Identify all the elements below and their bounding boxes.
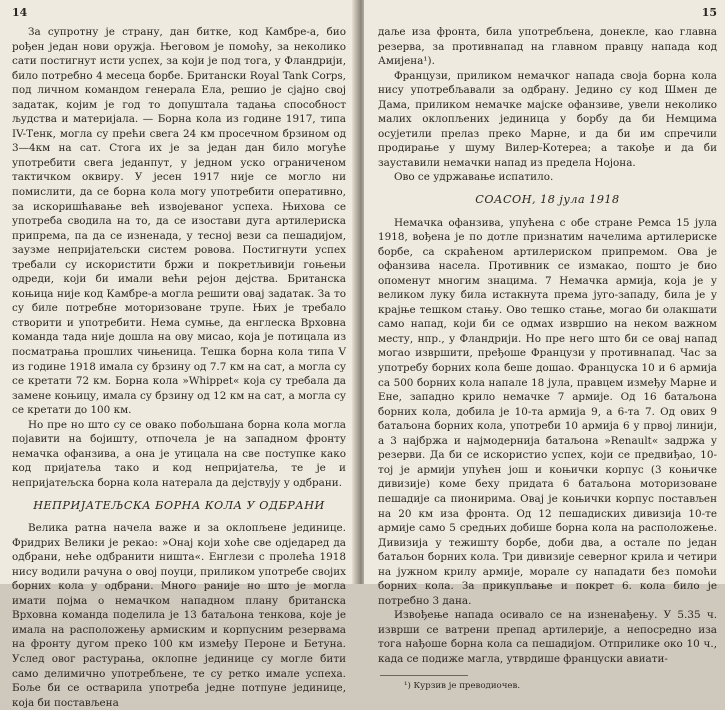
footnote-rule	[380, 675, 468, 676]
section-heading: СОАСОН, 18 јула 1918	[475, 193, 620, 207]
paragraph: даље иза фронта, била употребљена, донекле, као главна резерва, за противнапад на главном правцу напада код Амијена¹).	[378, 26, 717, 68]
paragraph: Извођење напада осивало се на изненађењу. У 5.35 ч. изврши се ватрени препад артилерије, а непосредно иза тога нађоше борна кола са пешадијом. Отприлике око 10 ч., када се подиже магла, утврдише француски авиати-	[378, 609, 717, 665]
body-text	[12, 25, 346, 710]
page-number: 14	[12, 6, 28, 19]
paragraph: Велика ратна начела важе и за оклопљене јединице. Фридрих Велики је рекао: »Онај који хоће све одједаред да одбрани, неће одбранити ништа«. Енглези с пролећа 1918 нису водили рачуна о овој поуци, приликом употребе својих борних кола у одбрани. Много раније но што је могла имати појма о немачком нападном плану британска Врховна команда поделила је 13 батаљона тенкова, које је имала на расположењу армиским и корпусним резервама на фронту дугом преко 100 км између Пероне и Бетуна. Услед овог растурања, оклопне јединице су могле бити само делимично употребљене, те су ретко имале успеха. Боље би се остварила употреба једне потпуне јединице, која би постављена	[12, 522, 346, 709]
paragraph: Но пре но што су се овако побољшана борна кола могла појавити на бојишту, отпочела је на западном фронту немачка офанзива, а она је утицала на све поступке како код пријатеља тако и код непријатеља, те је и непријатељска борна кола натерала да дејствују у одбрани.	[12, 418, 346, 489]
right-page	[364, 0, 725, 691]
paragraph: Французи, приликом немачког напада своја борна кола нису употребљавали за одбрану. Једино су код Шмен де Дама, приликом немачке мајске офанзиве, увели неколико малих оклопљених јединица у борбу да би Немцима осујетили прелаз преко Марне, и да би им спречили продирање у шуму Вилер-Котереа; а такође и да би зауставили немачки напад из предела Нојона.	[378, 69, 717, 169]
paragraph: Ово се удржавање испатило.	[394, 171, 554, 184]
left-page	[0, 0, 356, 709]
paragraph: За супротну је страну, дан битке, код Камбре-а, био pођен један нови оружја. Његовом је помоћу, за неколико сати постигнут исти успех, за који је под тога, у Фландрији, било потребно 4 месеца борбе. Британски Royal Tank Corps, под личном командом генерала Ела, решио је сјајно свој задатак, којим је год то допуштала тадања способност људства и материјала. — Борна кола из године 1917, типа IV-Тенк, могла су прећи свега 24 км просечном брзином од 3—4км на сат. Стога их је за један дан било могуће употребити свега једанпут, у једном уско ограниченом тактичком оквиру. У јесен 1917 није се могло ни помислити, да се борна кола могу употребити оперативно, за искоришћавање већ извојеваног успеха. Њихова се употреба сводила на то, да се изостави дуга артилериска припрема, па да се изненада, у тесној вези са пешадијом, заузме непријатељски систем ровова. Постигнути успех требали су искористити бржи и покретљивији гоњењи одреди, који би имали већи рејон дејства. Британска коњица није код Камбре-а могла решити овај задатак. За то су биле потребне моторизоване трупе. Њих је требало створити и употребити. Нема сумње, да енглеска Врховна команда тада није дошла на ову мисао, која је потицала из посматрања прошлих чињеница. Тешка борна кола типа V из године 1918 имала су брзину од 7.7 км на сат, а могла су се кретати 72 км. Борна кола »Whippet« која су требала да замене коњицу, имала су брзину од 12 км на сат, а могла су се кретати до 100 км.	[12, 26, 346, 417]
body-text	[378, 25, 717, 693]
footnote: ¹) Курзив је преводиочев.	[404, 680, 521, 691]
section-heading: НЕПРИЈАТЕЉСКА БОРНА КОЛА У ОДБРАНИ	[33, 498, 325, 512]
page-number: 15	[701, 6, 717, 19]
paragraph: Немачка офанзива, упућена с обе стране Ремса 15 јула 1918, вођена је по дотле признатим начелима артилериске борбе, са скраћеном артилериском припремом. Ова је офанзива насела. Противник се измакао, пошто је био опоменут многим знацима. 7 Немачка армија, која је у великом луку била истакнута према југо-западу, била је у крајње тешком стању. Ово тешко стање, могао би олакшати само напад, који би се одмах извршио на неком важном месту, нпр., у Фландрији. Но пре него што би се овај напад могао извршити, пређоше Французи у противнапад. Час за употребу борних кола беше дошао. Француска 10 и 6 армија са 500 борних кола напале 18 јула, правцем између Марне и Ене, западно крило немачке 7 армије. Од 16 батаљона борних кола, добила је 10-та армија 9, а 6-та 7. Од ових 9 батаљона борних кола, употреби 10 армија 6 у првој линији, а 3 најбржа и најмодернија батаљона »Renault« задржа у резерви. Да би се искористио успех, који се предвиђао, 10-тој је армији упућен још и коњички корпус (3 коњичке дивизије) коме беху придата 6 батаљона моторизоване пешадије са пионирима. Овај је коњички корпус постављен на 20 км иза фронта. Од 12 пешадиских дивизија 10-те армије само 5 средњих добише борна кола на расположење. Дивизија у тежишту борбе, доби два, а остале по један батаљон борних кола. Три дивизије северног крила и четири на јужном крилу армије, морале су нападати без помоћи борних кола. За прикупљање и покрет 6. кола било је потребно 3 дана.	[378, 216, 717, 607]
